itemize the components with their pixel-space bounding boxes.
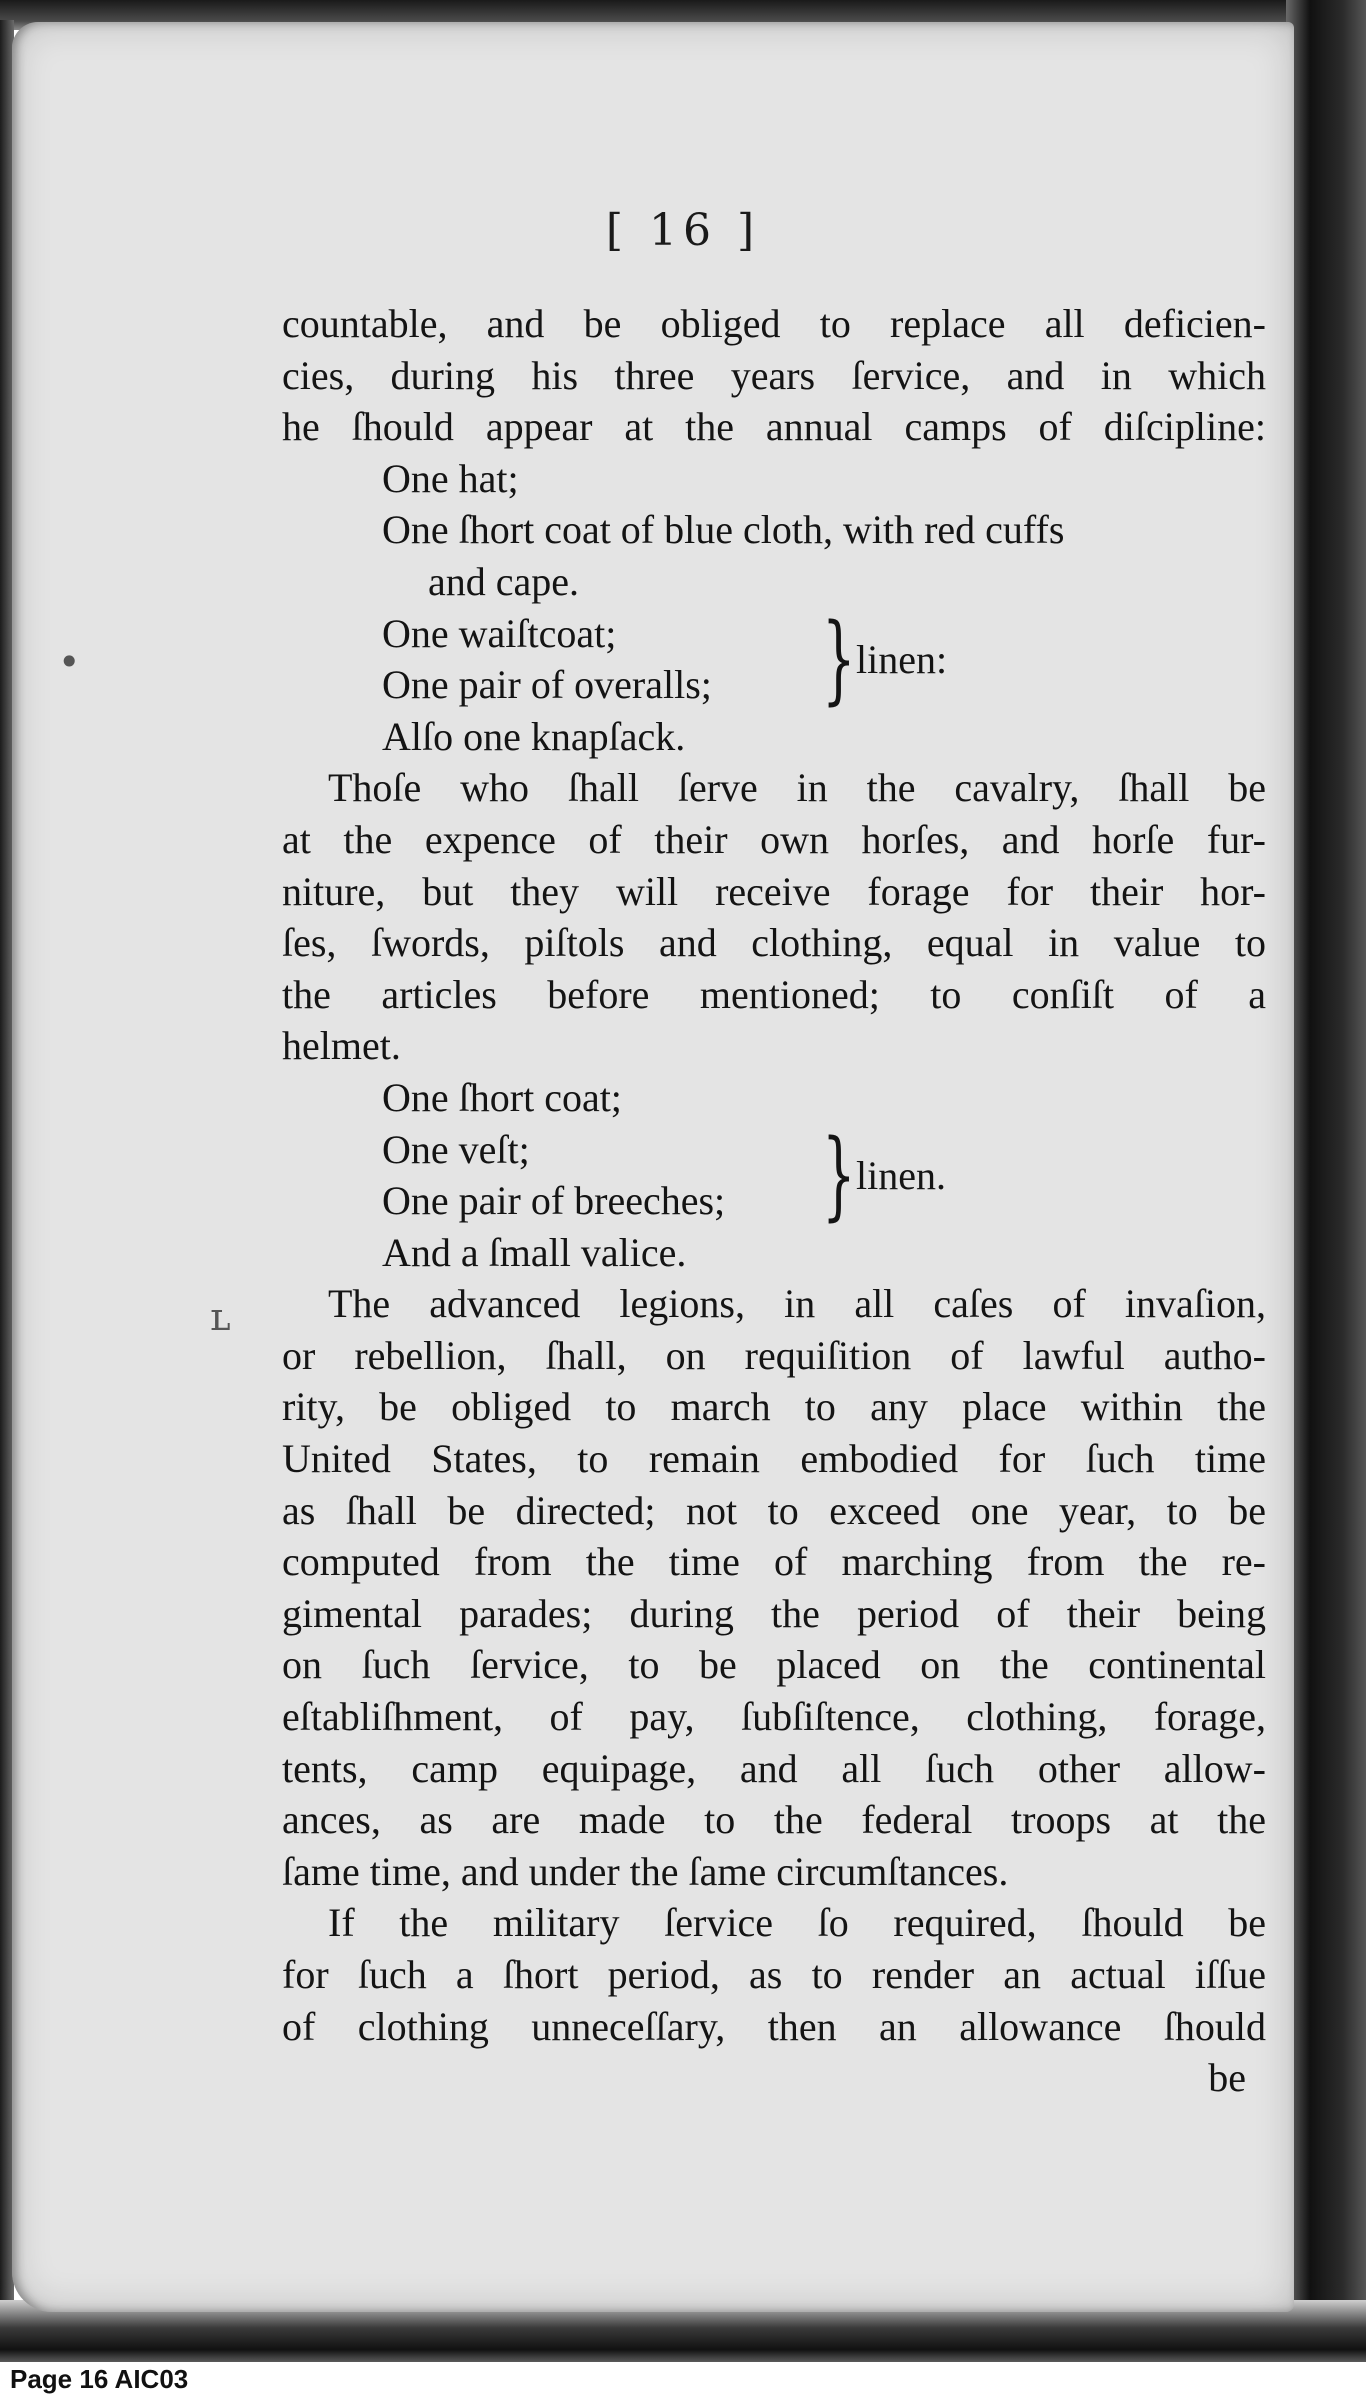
brace-symbol: } [822, 1118, 856, 1231]
margin-mark-l: ʟ [210, 1295, 231, 1339]
text-line: The advanced legions, in all caſes of invaſion, [328, 1281, 1266, 1327]
text-line: computed from the time of marching from the re- [282, 1539, 1266, 1585]
text-line: for ſuch a ſhort period, as to render an actual iſſue [282, 1952, 1266, 1997]
text-line: ſame time, and under the ſame circumſtances. [282, 1848, 1009, 1894]
list-item: And a ſmall valice. [382, 1229, 687, 1275]
text-line: helmet. [282, 1023, 401, 1069]
brace-label: linen: [856, 636, 948, 682]
linen-group-cavalry [282, 1118, 1266, 1231]
text-line: the articles before mentioned; to conſiſt of a [282, 971, 1266, 1017]
text-line: of clothing unneceſſary, then an allowance ſhould [282, 2003, 1266, 2049]
text-line: tents, camp equipage, and all ſuch other allow- [282, 1745, 1266, 1791]
text-line: on ſuch ſervice, to be placed on the continental [282, 1642, 1266, 1688]
text-line: gimental parades; during the period of their being [282, 1590, 1266, 1636]
text-line: as ſhall be directed; not to exceed one year, to be [282, 1487, 1266, 1533]
page-caption: Page 16 AIC03 [10, 2364, 189, 2394]
brace-symbol: } [822, 602, 856, 715]
list-item: One pair of breeches; [382, 1178, 726, 1224]
text-line: countable, and be obliged to replace all deficien- [282, 301, 1266, 346]
list-item: One hat; [382, 455, 519, 501]
catchword: be [1208, 2055, 1246, 2101]
text-line: eſtabliſhment, of pay, ſubſiſtence, clothing, forage, [282, 1694, 1266, 1740]
text-line: Thoſe who ſhall ſerve in the cavalry, ſhall be [328, 765, 1266, 811]
text-line: at the expence of their own horſes, and horſe fur- [282, 816, 1266, 862]
list-item: Alſo one knapſack. [382, 713, 686, 759]
text-line: United States, to remain embodied for ſuch time [282, 1436, 1266, 1482]
list-item: One waiſtcoat; [382, 610, 617, 656]
text-line: If the military ſervice ſo required, ſhould be [328, 1900, 1266, 1946]
caption-bar [0, 2362, 1366, 2398]
brace-label: linen. [856, 1152, 946, 1198]
text-line: cies, during his three years ſervice, and in which [282, 352, 1266, 398]
text-line: or rebellion, ſhall, on requiſition of lawful autho- [282, 1332, 1266, 1378]
margin-dot: • [58, 640, 81, 684]
text-line: he ſhould appear at the annual camps of diſcipline: [282, 404, 1266, 450]
list-item: One ſhort coat; [382, 1074, 622, 1120]
list-item-continuation: and cape. [428, 558, 580, 604]
body-text [282, 298, 1266, 2104]
text-line: ances, as are made to the federal troops at the [282, 1797, 1266, 1843]
page-number: [ 16 ] [605, 205, 761, 256]
text-line: rity, be obliged to march to any place within the [282, 1384, 1266, 1430]
text-line: ſes, ſwords, piſtols and clothing, equal in value to [282, 920, 1266, 966]
list-item: One ſhort coat of blue cloth, with red cuffs [382, 507, 1065, 553]
list-item: One veſt; [382, 1126, 530, 1172]
linen-group-infantry [282, 602, 1266, 715]
text-line: niture, but they will receive forage for their hor- [282, 868, 1266, 914]
list-item: One pair of overalls; [382, 662, 712, 708]
book-edge-right [1286, 0, 1366, 2360]
